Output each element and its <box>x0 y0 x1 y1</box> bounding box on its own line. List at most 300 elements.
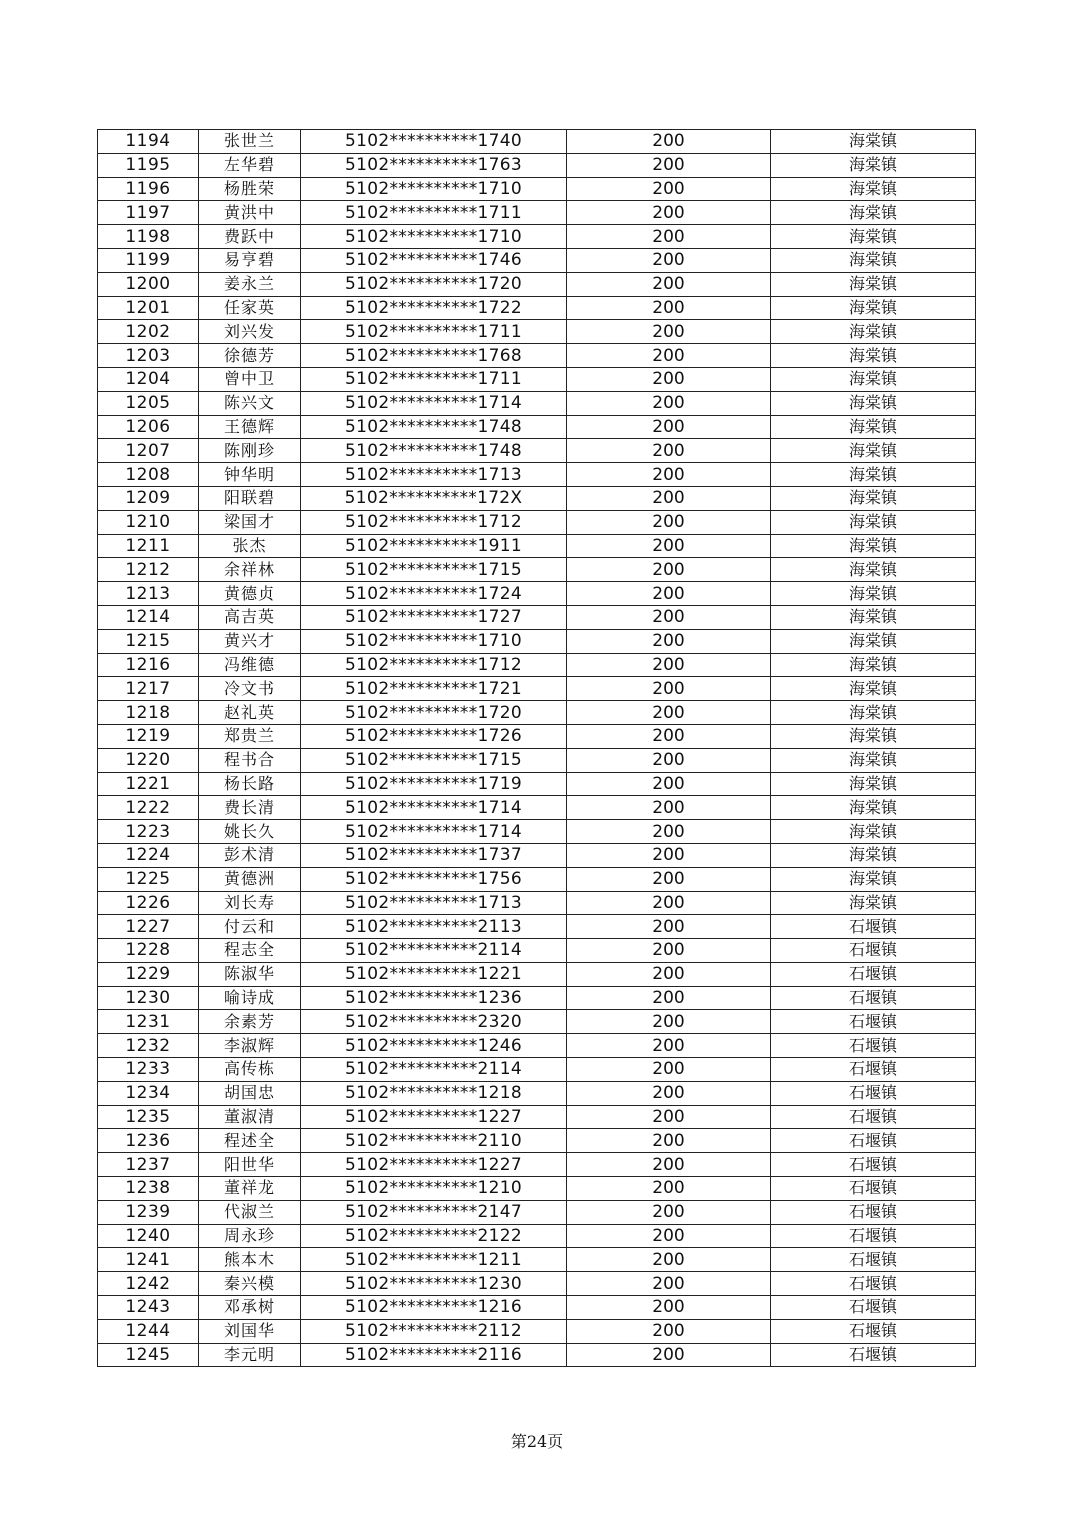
town-cell: 海棠镇 <box>771 225 976 249</box>
person-name-cell: 程书合 <box>199 748 301 772</box>
row-number-cell: 1206 <box>98 415 199 439</box>
table-row <box>98 1129 976 1153</box>
id-number-cell: 5102**********1246 <box>301 1034 567 1058</box>
amount-cell: 200 <box>567 1081 771 1105</box>
town-cell: 海棠镇 <box>771 820 976 844</box>
person-name-cell: 陈兴文 <box>199 391 301 415</box>
amount-cell: 200 <box>567 344 771 368</box>
id-number-cell: 5102**********1236 <box>301 986 567 1010</box>
table-row <box>98 701 976 725</box>
town-cell: 海棠镇 <box>771 510 976 534</box>
amount-cell: 200 <box>567 820 771 844</box>
amount-cell: 200 <box>567 891 771 915</box>
town-cell: 海棠镇 <box>771 153 976 177</box>
row-number-cell: 1217 <box>98 677 199 701</box>
person-name-cell: 姚长久 <box>199 820 301 844</box>
town-cell: 海棠镇 <box>771 248 976 272</box>
table-row <box>98 130 976 154</box>
row-number-cell: 1238 <box>98 1177 199 1201</box>
town-cell: 海棠镇 <box>771 367 976 391</box>
person-name-cell: 黄兴才 <box>199 629 301 653</box>
person-name-cell: 刘兴发 <box>199 320 301 344</box>
table-row <box>98 1153 976 1177</box>
table-row <box>98 225 976 249</box>
table-row <box>98 344 976 368</box>
town-cell: 海棠镇 <box>771 701 976 725</box>
id-number-cell: 5102**********1221 <box>301 962 567 986</box>
id-number-cell: 5102**********1768 <box>301 344 567 368</box>
amount-cell: 200 <box>567 986 771 1010</box>
town-cell: 海棠镇 <box>771 463 976 487</box>
town-cell: 海棠镇 <box>771 320 976 344</box>
person-name-cell: 刘国华 <box>199 1319 301 1343</box>
amount-cell: 200 <box>567 201 771 225</box>
person-name-cell: 高传栋 <box>199 1058 301 1082</box>
amount-cell: 200 <box>567 1105 771 1129</box>
table-row <box>98 1177 976 1201</box>
person-name-cell: 胡国忠 <box>199 1081 301 1105</box>
person-name-cell: 陈刚珍 <box>199 439 301 463</box>
table-row <box>98 201 976 225</box>
amount-cell: 200 <box>567 415 771 439</box>
table-row <box>98 915 976 939</box>
person-name-cell: 余祥林 <box>199 558 301 582</box>
person-name-cell: 付云和 <box>199 915 301 939</box>
person-name-cell: 程志全 <box>199 939 301 963</box>
id-number-cell: 5102**********1756 <box>301 867 567 891</box>
row-number-cell: 1204 <box>98 367 199 391</box>
person-name-cell: 黄德洲 <box>199 867 301 891</box>
row-number-cell: 1221 <box>98 772 199 796</box>
person-name-cell: 梁国才 <box>199 510 301 534</box>
person-name-cell: 费跃中 <box>199 225 301 249</box>
person-name-cell: 曾中卫 <box>199 367 301 391</box>
table-row <box>98 986 976 1010</box>
person-name-cell: 阳世华 <box>199 1153 301 1177</box>
row-number-cell: 1207 <box>98 439 199 463</box>
town-cell: 石堰镇 <box>771 1296 976 1320</box>
id-number-cell: 5102**********1714 <box>301 820 567 844</box>
row-number-cell: 1225 <box>98 867 199 891</box>
town-cell: 海棠镇 <box>771 677 976 701</box>
id-number-cell: 5102**********1713 <box>301 891 567 915</box>
id-number-cell: 5102**********2110 <box>301 1129 567 1153</box>
amount-cell: 200 <box>567 843 771 867</box>
table-row <box>98 153 976 177</box>
row-number-cell: 1212 <box>98 558 199 582</box>
person-name-cell: 钟华明 <box>199 463 301 487</box>
amount-cell: 200 <box>567 225 771 249</box>
row-number-cell: 1236 <box>98 1129 199 1153</box>
amount-cell: 200 <box>567 486 771 510</box>
town-cell: 海棠镇 <box>771 296 976 320</box>
town-cell: 石堰镇 <box>771 1200 976 1224</box>
amount-cell: 200 <box>567 510 771 534</box>
row-number-cell: 1232 <box>98 1034 199 1058</box>
table-row <box>98 510 976 534</box>
id-number-cell: 5102**********2116 <box>301 1343 567 1367</box>
amount-cell: 200 <box>567 772 771 796</box>
row-number-cell: 1241 <box>98 1248 199 1272</box>
town-cell: 海棠镇 <box>771 344 976 368</box>
table-row <box>98 391 976 415</box>
row-number-cell: 1196 <box>98 177 199 201</box>
person-name-cell: 黄德贞 <box>199 582 301 606</box>
person-name-cell: 冯维德 <box>199 653 301 677</box>
id-number-cell: 5102**********1227 <box>301 1153 567 1177</box>
town-cell: 石堰镇 <box>771 939 976 963</box>
amount-cell: 200 <box>567 1296 771 1320</box>
id-number-cell: 5102**********1712 <box>301 653 567 677</box>
amount-cell: 200 <box>567 939 771 963</box>
person-name-cell: 黄洪中 <box>199 201 301 225</box>
table-row <box>98 558 976 582</box>
id-number-cell: 5102**********1911 <box>301 534 567 558</box>
table-row <box>98 296 976 320</box>
town-cell: 海棠镇 <box>771 534 976 558</box>
town-cell: 海棠镇 <box>771 605 976 629</box>
id-number-cell: 5102**********1748 <box>301 439 567 463</box>
id-number-cell: 5102**********1210 <box>301 1177 567 1201</box>
id-number-cell: 5102**********1211 <box>301 1248 567 1272</box>
id-number-cell: 5102**********1714 <box>301 391 567 415</box>
town-cell: 石堰镇 <box>771 1177 976 1201</box>
id-number-cell: 5102**********1724 <box>301 582 567 606</box>
table-row <box>98 677 976 701</box>
person-name-cell: 易亨碧 <box>199 248 301 272</box>
row-number-cell: 1208 <box>98 463 199 487</box>
amount-cell: 200 <box>567 1034 771 1058</box>
amount-cell: 200 <box>567 272 771 296</box>
id-number-cell: 5102**********1722 <box>301 296 567 320</box>
town-cell: 石堰镇 <box>771 1153 976 1177</box>
row-number-cell: 1222 <box>98 796 199 820</box>
amount-cell: 200 <box>567 367 771 391</box>
person-name-cell: 冷文书 <box>199 677 301 701</box>
person-name-cell: 余素芳 <box>199 1010 301 1034</box>
row-number-cell: 1243 <box>98 1296 199 1320</box>
town-cell: 石堰镇 <box>771 1224 976 1248</box>
town-cell: 石堰镇 <box>771 1105 976 1129</box>
row-number-cell: 1226 <box>98 891 199 915</box>
amount-cell: 200 <box>567 605 771 629</box>
amount-cell: 200 <box>567 1224 771 1248</box>
amount-cell: 200 <box>567 915 771 939</box>
id-number-cell: 5102**********1710 <box>301 225 567 249</box>
id-number-cell: 5102**********1720 <box>301 701 567 725</box>
table-row <box>98 796 976 820</box>
town-cell: 海棠镇 <box>771 415 976 439</box>
records-table-body <box>98 130 976 1367</box>
table-row <box>98 748 976 772</box>
id-number-cell: 5102**********1230 <box>301 1272 567 1296</box>
id-number-cell: 5102**********1721 <box>301 677 567 701</box>
id-number-cell: 5102**********1726 <box>301 724 567 748</box>
town-cell: 石堰镇 <box>771 1129 976 1153</box>
town-cell: 海棠镇 <box>771 796 976 820</box>
person-name-cell: 徐德芳 <box>199 344 301 368</box>
amount-cell: 200 <box>567 1129 771 1153</box>
table-row <box>98 1105 976 1129</box>
row-number-cell: 1211 <box>98 534 199 558</box>
amount-cell: 200 <box>567 629 771 653</box>
id-number-cell: 5102**********1711 <box>301 320 567 344</box>
table-row <box>98 1200 976 1224</box>
id-number-cell: 5102**********2122 <box>301 1224 567 1248</box>
row-number-cell: 1199 <box>98 248 199 272</box>
town-cell: 石堰镇 <box>771 1319 976 1343</box>
id-number-cell: 5102**********1748 <box>301 415 567 439</box>
town-cell: 海棠镇 <box>771 724 976 748</box>
amount-cell: 200 <box>567 582 771 606</box>
town-cell: 石堰镇 <box>771 1248 976 1272</box>
id-number-cell: 5102**********1712 <box>301 510 567 534</box>
row-number-cell: 1219 <box>98 724 199 748</box>
row-number-cell: 1239 <box>98 1200 199 1224</box>
amount-cell: 200 <box>567 320 771 344</box>
table-row <box>98 582 976 606</box>
person-name-cell: 杨长路 <box>199 772 301 796</box>
row-number-cell: 1240 <box>98 1224 199 1248</box>
person-name-cell: 李淑辉 <box>199 1034 301 1058</box>
table-row <box>98 177 976 201</box>
id-number-cell: 5102**********1713 <box>301 463 567 487</box>
table-row <box>98 1081 976 1105</box>
person-name-cell: 张杰 <box>199 534 301 558</box>
amount-cell: 200 <box>567 1177 771 1201</box>
row-number-cell: 1227 <box>98 915 199 939</box>
row-number-cell: 1202 <box>98 320 199 344</box>
amount-cell: 200 <box>567 177 771 201</box>
person-name-cell: 邓承树 <box>199 1296 301 1320</box>
town-cell: 石堰镇 <box>771 986 976 1010</box>
amount-cell: 200 <box>567 1343 771 1367</box>
town-cell: 海棠镇 <box>771 748 976 772</box>
table-row <box>98 1224 976 1248</box>
amount-cell: 200 <box>567 439 771 463</box>
town-cell: 海棠镇 <box>771 867 976 891</box>
table-row <box>98 629 976 653</box>
row-number-cell: 1198 <box>98 225 199 249</box>
person-name-cell: 程述全 <box>199 1129 301 1153</box>
row-number-cell: 1215 <box>98 629 199 653</box>
table-row <box>98 820 976 844</box>
table-row <box>98 891 976 915</box>
row-number-cell: 1200 <box>98 272 199 296</box>
table-row <box>98 463 976 487</box>
amount-cell: 200 <box>567 153 771 177</box>
table-row <box>98 772 976 796</box>
table-row <box>98 415 976 439</box>
person-name-cell: 刘长寿 <box>199 891 301 915</box>
amount-cell: 200 <box>567 748 771 772</box>
person-name-cell: 阳联碧 <box>199 486 301 510</box>
id-number-cell: 5102**********1714 <box>301 796 567 820</box>
table-row <box>98 1272 976 1296</box>
amount-cell: 200 <box>567 724 771 748</box>
row-number-cell: 1213 <box>98 582 199 606</box>
amount-cell: 200 <box>567 1200 771 1224</box>
row-number-cell: 1244 <box>98 1319 199 1343</box>
town-cell: 石堰镇 <box>771 1010 976 1034</box>
town-cell: 石堰镇 <box>771 962 976 986</box>
id-number-cell: 5102**********1715 <box>301 558 567 582</box>
table-row <box>98 1058 976 1082</box>
amount-cell: 200 <box>567 1010 771 1034</box>
table-row <box>98 1296 976 1320</box>
person-name-cell: 张世兰 <box>199 130 301 154</box>
row-number-cell: 1201 <box>98 296 199 320</box>
row-number-cell: 1205 <box>98 391 199 415</box>
amount-cell: 200 <box>567 296 771 320</box>
amount-cell: 200 <box>567 558 771 582</box>
id-number-cell: 5102**********2320 <box>301 1010 567 1034</box>
table-row <box>98 1319 976 1343</box>
person-name-cell: 高吉英 <box>199 605 301 629</box>
town-cell: 海棠镇 <box>771 558 976 582</box>
id-number-cell: 5102**********1720 <box>301 272 567 296</box>
person-name-cell: 周永珍 <box>199 1224 301 1248</box>
id-number-cell: 5102**********2114 <box>301 939 567 963</box>
town-cell: 海棠镇 <box>771 391 976 415</box>
person-name-cell: 秦兴模 <box>199 1272 301 1296</box>
page-number: 第24页 <box>510 1432 564 1451</box>
table-row <box>98 1343 976 1367</box>
table-row <box>98 653 976 677</box>
row-number-cell: 1245 <box>98 1343 199 1367</box>
row-number-cell: 1220 <box>98 748 199 772</box>
table-row <box>98 272 976 296</box>
id-number-cell: 5102**********1216 <box>301 1296 567 1320</box>
person-name-cell: 费长清 <box>199 796 301 820</box>
town-cell: 石堰镇 <box>771 915 976 939</box>
town-cell: 海棠镇 <box>771 486 976 510</box>
town-cell: 海棠镇 <box>771 653 976 677</box>
person-name-cell: 王德辉 <box>199 415 301 439</box>
amount-cell: 200 <box>567 391 771 415</box>
person-name-cell: 彭术清 <box>199 843 301 867</box>
person-name-cell: 杨胜荣 <box>199 177 301 201</box>
table-row <box>98 843 976 867</box>
id-number-cell: 5102**********1727 <box>301 605 567 629</box>
table-row <box>98 320 976 344</box>
amount-cell: 200 <box>567 677 771 701</box>
id-number-cell: 5102**********1740 <box>301 130 567 154</box>
row-number-cell: 1197 <box>98 201 199 225</box>
row-number-cell: 1235 <box>98 1105 199 1129</box>
id-number-cell: 5102**********2147 <box>301 1200 567 1224</box>
row-number-cell: 1228 <box>98 939 199 963</box>
row-number-cell: 1242 <box>98 1272 199 1296</box>
table-row <box>98 962 976 986</box>
row-number-cell: 1234 <box>98 1081 199 1105</box>
person-name-cell: 陈淑华 <box>199 962 301 986</box>
table-row <box>98 939 976 963</box>
town-cell: 海棠镇 <box>771 629 976 653</box>
person-name-cell: 赵礼英 <box>199 701 301 725</box>
table-row <box>98 867 976 891</box>
row-number-cell: 1237 <box>98 1153 199 1177</box>
town-cell: 海棠镇 <box>771 891 976 915</box>
id-number-cell: 5102**********1737 <box>301 843 567 867</box>
row-number-cell: 1230 <box>98 986 199 1010</box>
amount-cell: 200 <box>567 463 771 487</box>
amount-cell: 200 <box>567 130 771 154</box>
table-row <box>98 605 976 629</box>
table-row <box>98 1010 976 1034</box>
id-number-cell: 5102**********1719 <box>301 772 567 796</box>
person-name-cell: 任家英 <box>199 296 301 320</box>
row-number-cell: 1214 <box>98 605 199 629</box>
table-row <box>98 724 976 748</box>
row-number-cell: 1218 <box>98 701 199 725</box>
person-name-cell: 李元明 <box>199 1343 301 1367</box>
town-cell: 石堰镇 <box>771 1034 976 1058</box>
table-row <box>98 367 976 391</box>
id-number-cell: 5102**********1218 <box>301 1081 567 1105</box>
id-number-cell: 5102**********2114 <box>301 1058 567 1082</box>
row-number-cell: 1231 <box>98 1010 199 1034</box>
town-cell: 石堰镇 <box>771 1058 976 1082</box>
row-number-cell: 1210 <box>98 510 199 534</box>
id-number-cell: 5102**********1746 <box>301 248 567 272</box>
person-name-cell: 姜永兰 <box>199 272 301 296</box>
amount-cell: 200 <box>567 867 771 891</box>
town-cell: 海棠镇 <box>771 582 976 606</box>
person-name-cell: 左华碧 <box>199 153 301 177</box>
records-table <box>97 129 976 1367</box>
row-number-cell: 1233 <box>98 1058 199 1082</box>
table-row <box>98 486 976 510</box>
row-number-cell: 1209 <box>98 486 199 510</box>
id-number-cell: 5102**********1715 <box>301 748 567 772</box>
town-cell: 海棠镇 <box>771 130 976 154</box>
amount-cell: 200 <box>567 1058 771 1082</box>
town-cell: 海棠镇 <box>771 201 976 225</box>
town-cell: 海棠镇 <box>771 439 976 463</box>
person-name-cell: 董淑清 <box>199 1105 301 1129</box>
amount-cell: 200 <box>567 796 771 820</box>
amount-cell: 200 <box>567 1153 771 1177</box>
id-number-cell: 5102**********2112 <box>301 1319 567 1343</box>
amount-cell: 200 <box>567 962 771 986</box>
amount-cell: 200 <box>567 701 771 725</box>
table-row <box>98 1034 976 1058</box>
table-row <box>98 1248 976 1272</box>
town-cell: 石堰镇 <box>771 1272 976 1296</box>
town-cell: 海棠镇 <box>771 843 976 867</box>
town-cell: 海棠镇 <box>771 772 976 796</box>
person-name-cell: 董祥龙 <box>199 1177 301 1201</box>
amount-cell: 200 <box>567 1272 771 1296</box>
amount-cell: 200 <box>567 248 771 272</box>
id-number-cell: 5102**********2113 <box>301 915 567 939</box>
town-cell: 海棠镇 <box>771 177 976 201</box>
person-name-cell: 代淑兰 <box>199 1200 301 1224</box>
id-number-cell: 5102**********1710 <box>301 177 567 201</box>
table-row <box>98 248 976 272</box>
town-cell: 石堰镇 <box>771 1081 976 1105</box>
amount-cell: 200 <box>567 653 771 677</box>
person-name-cell: 熊本木 <box>199 1248 301 1272</box>
town-cell: 海棠镇 <box>771 272 976 296</box>
person-name-cell: 喻诗成 <box>199 986 301 1010</box>
id-number-cell: 5102**********1710 <box>301 629 567 653</box>
town-cell: 石堰镇 <box>771 1343 976 1367</box>
table-row <box>98 534 976 558</box>
id-number-cell: 5102**********1711 <box>301 367 567 391</box>
row-number-cell: 1203 <box>98 344 199 368</box>
